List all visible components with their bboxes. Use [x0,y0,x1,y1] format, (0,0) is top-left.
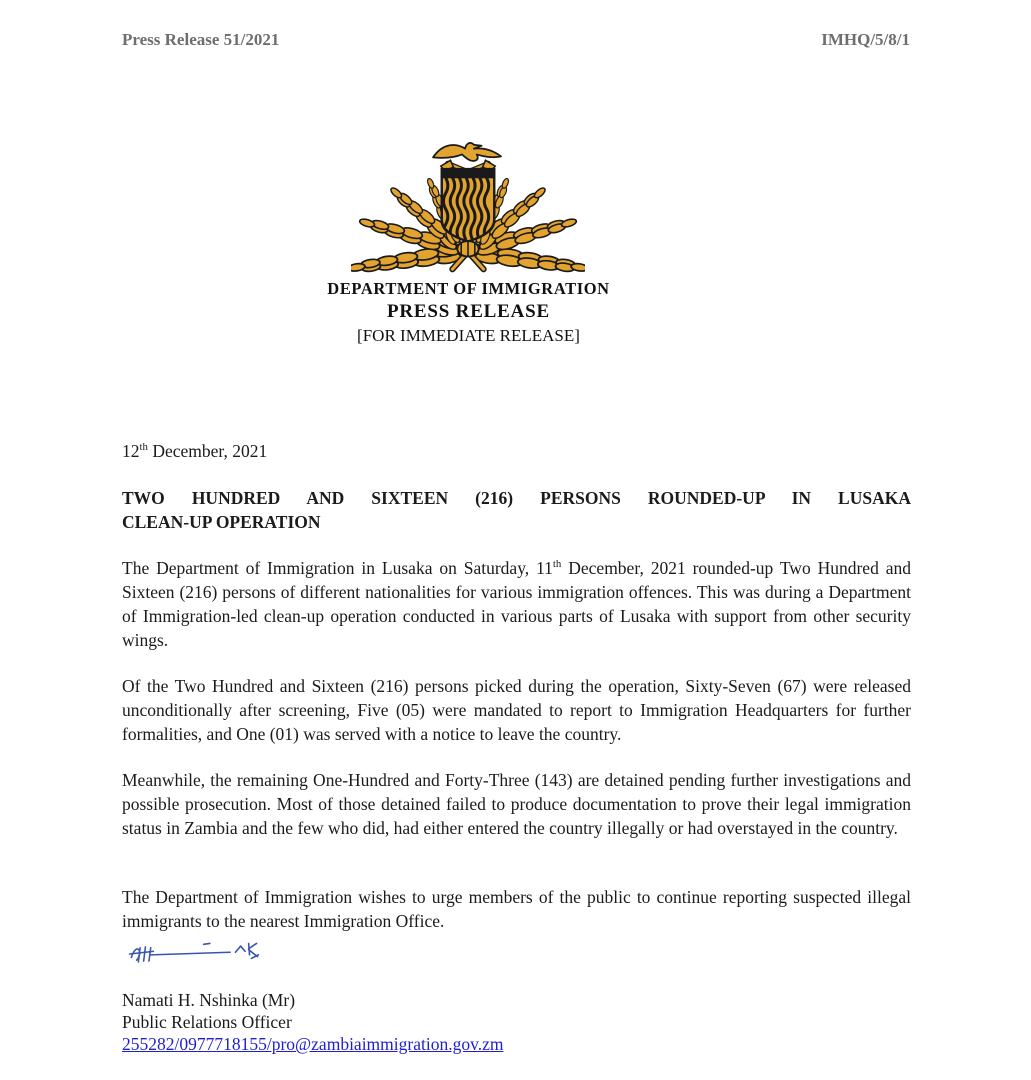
document-type-title: PRESS RELEASE [387,301,550,322]
paragraph-2: Of the Two Hundred and Sixteen (216) persons picked during the operation, Sixty-Seven (67) were released unconditionally after screening, Five (05) were mandated to report to Immigration Headquarters for further formalities, and One (01) was served with a notice to leave the country. [122,676,911,744]
date-ordinal: th [139,441,148,454]
paragraph-1-text-before: The Department of Immigration in Lusaka on Saturday, 11 [122,558,553,578]
date-line [122,439,911,463]
headline [122,486,911,534]
signature [126,938,276,970]
signatory-name: Namati H. Nshinka (Mr) [122,990,296,1010]
document-header-row [122,30,910,50]
immigration-coat-of-arms-icon [351,136,585,275]
paragraph-1-text-after: December, 2021 rounded-up Two Hundred and Sixteen (216) persons of different nationalities for various immigration offences. This was during a Department of Immigration-led clean-up operation conducted in various parts of Lusaka with support from other security wings. [122,558,911,650]
paragraph-4: The Department of Immigration wishes to urge members of the public to continue reporting suspected illegal immigrants to the nearest Immigration Office. [122,887,911,931]
date-day: 12 [122,441,140,461]
contact-row [122,1033,911,1055]
department-name: DEPARTMENT OF IMMIGRATION [327,279,610,298]
signatory-role: Public Relations Officer [122,1012,292,1032]
contact-link[interactable]: 255282/0977718155/pro@zambiaimmigration.gov.zm [122,1034,504,1054]
signature-scribble-icon [126,938,276,970]
paragraph-1 [122,556,911,652]
paragraph-3: Meanwhile, the remaining One-Hundred and Forty-Three (143) are detained pending further investigations and possible prosecution. Most of those detained failed to produce documentation to prove their legal immigration status in Zambia and the few who did, had either entered the country illegally or had overstayed in the country. [122,770,911,838]
press-release-number: Press Release 51/2021 [122,30,280,49]
masthead [318,279,619,346]
headline-line1: TWO HUNDRED AND SIXTEEN (216) PERSONS ROUNDED-UP IN LUSAKA [122,488,911,508]
headline-line2: CLEAN-UP OPERATION [122,512,321,532]
release-tag: [FOR IMMEDIATE RELEASE] [357,326,580,345]
paragraph-1-ordinal: th [552,558,562,571]
date-rest: December, 2021 [147,441,268,461]
reference-code: IMHQ/5/8/1 [821,30,910,49]
department-crest [351,136,585,275]
